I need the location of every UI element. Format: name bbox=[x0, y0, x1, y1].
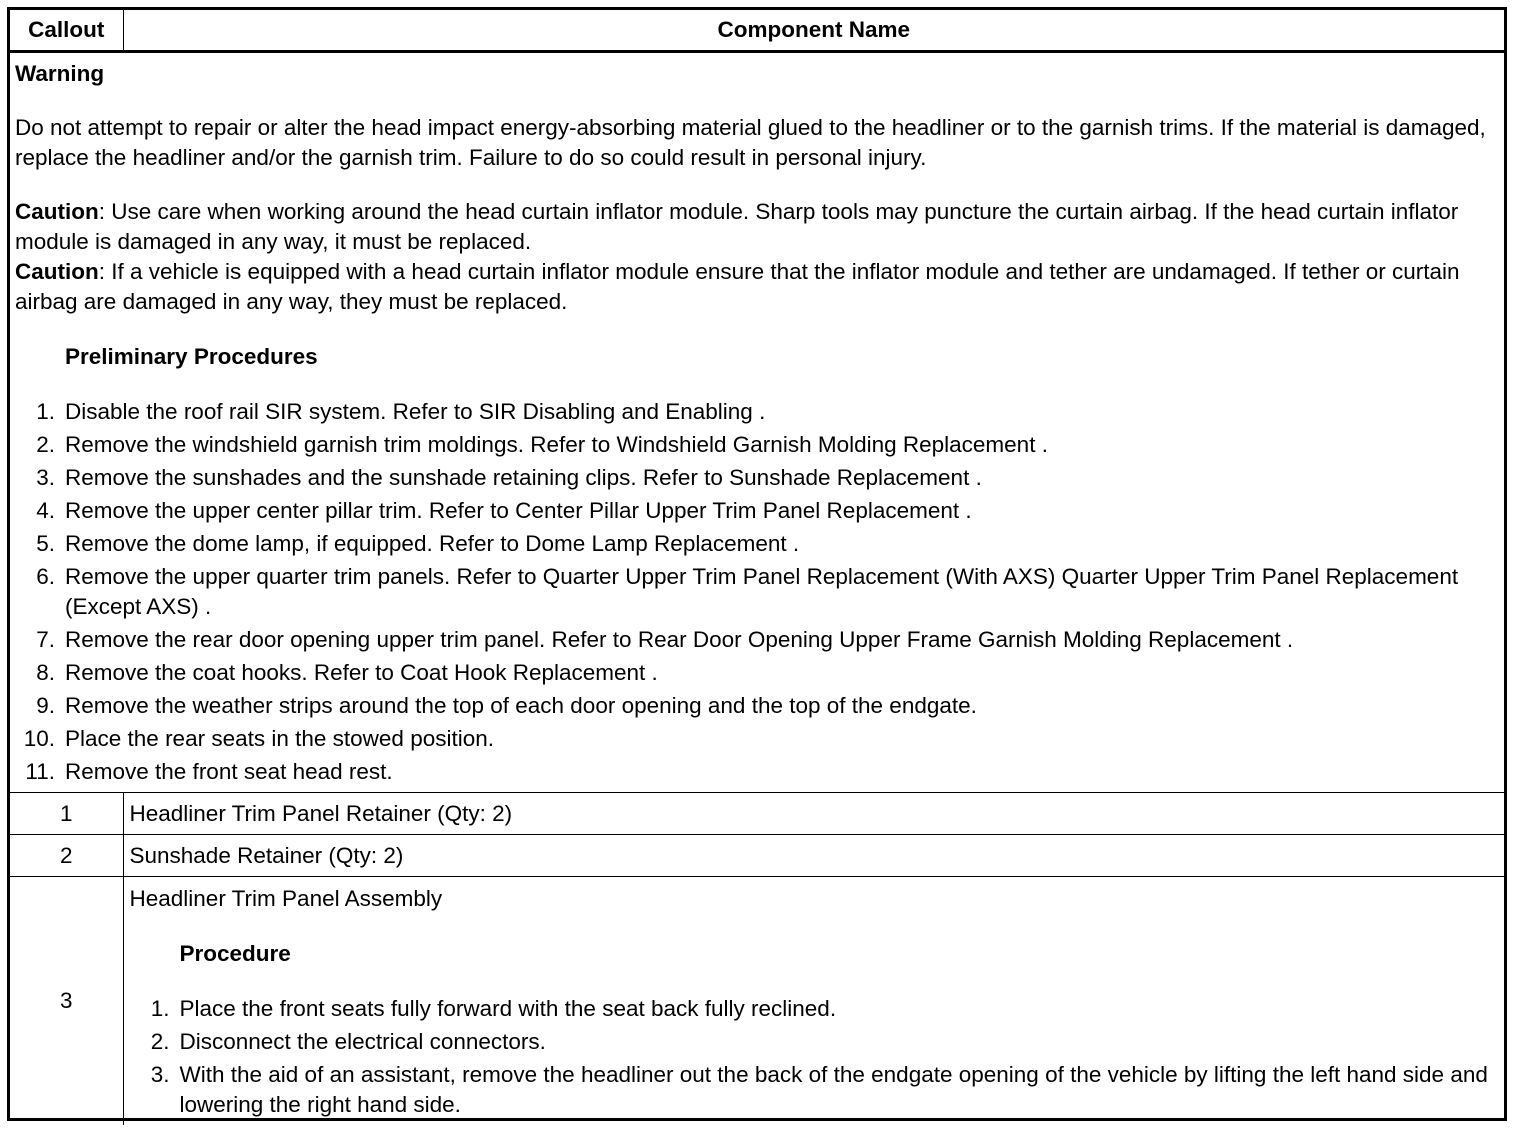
caution-2-text: : If a vehicle is equipped with a head curtain inflator module ensure that the inflator module and tether are undamaged. If tether or curtain airbag are damaged in any way, they must be replaced. bbox=[15, 259, 1460, 314]
notes-cell bbox=[10, 52, 1504, 793]
list-item: 10. Place the rear seats in the stowed position. bbox=[23, 726, 494, 751]
list-item: 6. Remove the upper quarter trim panels. Refer to Quarter Upper Trim Panel Replacement (With AXS) Quarter Upper Trim Panel Replacement (Except AXS) . bbox=[36, 564, 1459, 619]
caution-1-text: : Use care when working around the head curtain inflator module. Sharp tools may puncture the curtain airbag. If the head curtain inflator module is damaged in any way, it must be replaced. bbox=[15, 199, 1459, 254]
warning-title: Warning bbox=[15, 61, 105, 86]
callout-cell: 3 bbox=[10, 877, 123, 1126]
table-row bbox=[10, 835, 1504, 877]
warning-text: Do not attempt to repair or alter the head impact energy-absorbing material glued to the headliner or to the garnish trims. If the material is damaged, replace the headliner and/or the garnish trim. Failure to do so could result in personal injury. bbox=[15, 115, 1486, 170]
component-name: Headliner Trim Panel Assembly bbox=[129, 886, 443, 911]
list-item: 3. Remove the sunshades and the sunshade retaining clips. Refer to Sunshade Replacement . bbox=[36, 465, 982, 490]
list-item: 9. Remove the weather strips around the top of each door opening and the top of the endgate. bbox=[36, 693, 977, 718]
list-item: 5. Remove the dome lamp, if equipped. Refer to Dome Lamp Replacement . bbox=[36, 531, 800, 556]
table-row bbox=[10, 877, 1504, 1126]
callout-cell: 1 bbox=[10, 793, 123, 835]
list-item: 2. Remove the windshield garnish trim moldings. Refer to Windshield Garnish Molding Replacement . bbox=[36, 432, 1048, 457]
callout-cell: 2 bbox=[10, 835, 123, 877]
header-component-name: Component Name bbox=[123, 10, 1504, 52]
notes-row bbox=[10, 52, 1504, 793]
list-item: 11. Remove the front seat head rest. bbox=[25, 759, 393, 784]
component-name-cell: Sunshade Retainer (Qty: 2) bbox=[123, 835, 1504, 877]
list-item: 1. Disable the roof rail SIR system. Refer to SIR Disabling and Enabling . bbox=[36, 399, 766, 424]
preliminary-steps-list bbox=[15, 397, 1499, 787]
component-name-cell: Headliner Trim Panel Retainer (Qty: 2) bbox=[123, 793, 1504, 835]
component-table bbox=[10, 10, 1504, 1125]
list-item: 8. Remove the coat hooks. Refer to Coat Hook Replacement . bbox=[36, 660, 658, 685]
component-table-frame bbox=[7, 7, 1507, 1121]
table-header-row bbox=[10, 10, 1504, 52]
list-item: 7. Remove the rear door opening upper trim panel. Refer to Rear Door Opening Upper Frame Garnish Molding Replacement . bbox=[36, 627, 1294, 652]
caution-1 bbox=[15, 197, 1499, 257]
caution-label: Caution bbox=[15, 199, 99, 224]
caution-label: Caution bbox=[15, 259, 99, 284]
caution-2 bbox=[15, 257, 1499, 317]
component-detail-cell bbox=[123, 877, 1504, 1126]
preliminary-procedures-title: Preliminary Procedures bbox=[65, 344, 318, 369]
procedure-steps-list bbox=[130, 994, 1500, 1120]
list-item: 4. Remove the upper center pillar trim. Refer to Center Pillar Upper Trim Panel Replacement . bbox=[36, 498, 972, 523]
table-row bbox=[10, 793, 1504, 835]
procedure-title: Procedure bbox=[179, 941, 291, 966]
list-item: 2. Disconnect the electrical connectors. bbox=[150, 1029, 546, 1054]
list-item: 1. Place the front seats fully forward with the seat back fully reclined. bbox=[150, 996, 837, 1021]
header-callout: Callout bbox=[10, 10, 123, 52]
list-item: 3. With the aid of an assistant, remove the headliner out the back of the endgate opening of the vehicle by lifting the left hand side and lowering the right hand side. bbox=[150, 1062, 1488, 1117]
